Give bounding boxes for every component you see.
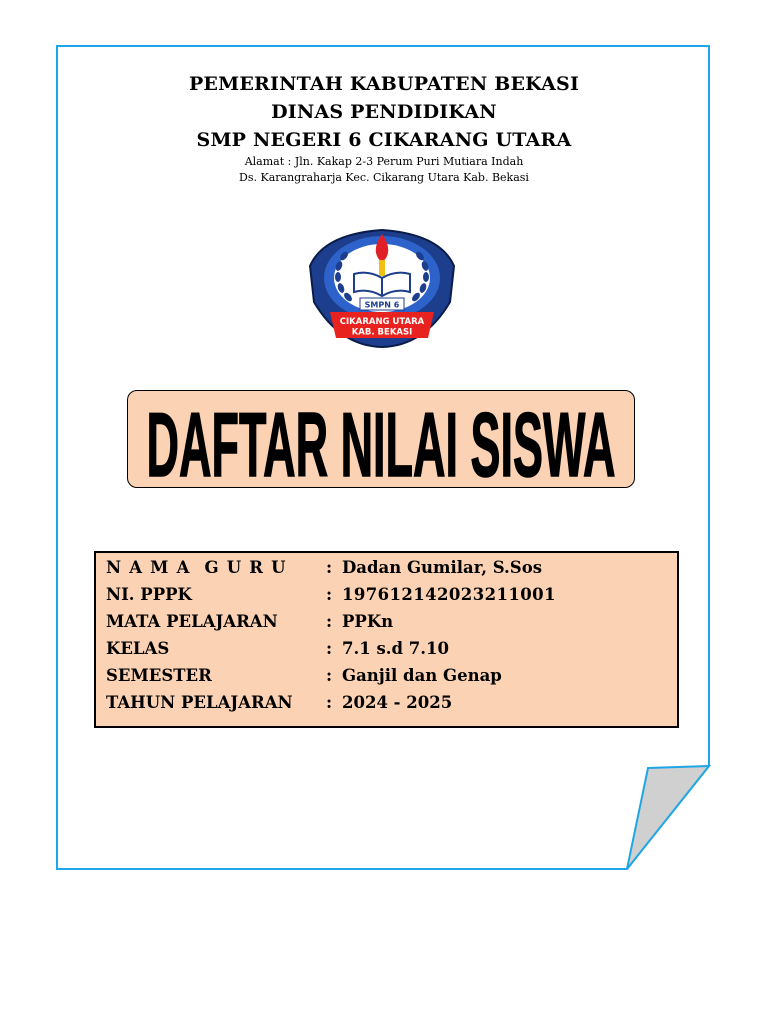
info-label: KELAS	[106, 639, 170, 658]
info-value: PPKn	[342, 612, 394, 631]
header-government: PEMERINTAH KABUPATEN BEKASI	[188, 73, 580, 95]
info-value: 197612142023211001	[342, 585, 556, 604]
info-label: SEMESTER	[106, 666, 212, 685]
info-colon: :	[326, 693, 333, 712]
page-title: DAFTAR NILAI SISWA	[146, 394, 616, 487]
info-colon: :	[326, 558, 333, 577]
info-colon: :	[326, 639, 333, 658]
logo-badge-text: SMPN 6	[364, 300, 400, 310]
school-logo	[304, 226, 460, 350]
info-value: Dadan Gumilar, S.Sos	[342, 558, 543, 577]
info-value: 2024 - 2025	[342, 693, 453, 712]
header-department: DINAS PENDIDIKAN	[271, 101, 497, 123]
title-svg	[128, 391, 634, 487]
header-address-1: Alamat : Jln. Kakap 2-3 Perum Puri Mutiara Indah	[244, 155, 524, 168]
logo-ribbon-text-2: KAB. BEKASI	[351, 327, 413, 338]
logo-ribbon-text-1: CIKARANG UTARA	[339, 317, 425, 327]
header-school: SMP NEGERI 6 CIKARANG UTARA	[196, 129, 572, 151]
info-colon: :	[326, 585, 333, 604]
info-label: TAHUN PELAJARAN	[106, 693, 293, 712]
info-colon: :	[326, 612, 333, 631]
info-colon: :	[326, 666, 333, 685]
info-label: N A M A G U R U	[106, 558, 287, 577]
info-value: Ganjil dan Genap	[342, 666, 502, 685]
info-label: MATA PELAJARAN	[106, 612, 278, 631]
info-box	[94, 551, 679, 728]
title-box	[127, 390, 635, 488]
info-value: 7.1 s.d 7.10	[342, 639, 449, 658]
info-label: NI. PPPK	[106, 585, 192, 604]
header-address-2: Ds. Karangraharja Kec. Cikarang Utara Kab. Bekasi	[239, 171, 529, 184]
